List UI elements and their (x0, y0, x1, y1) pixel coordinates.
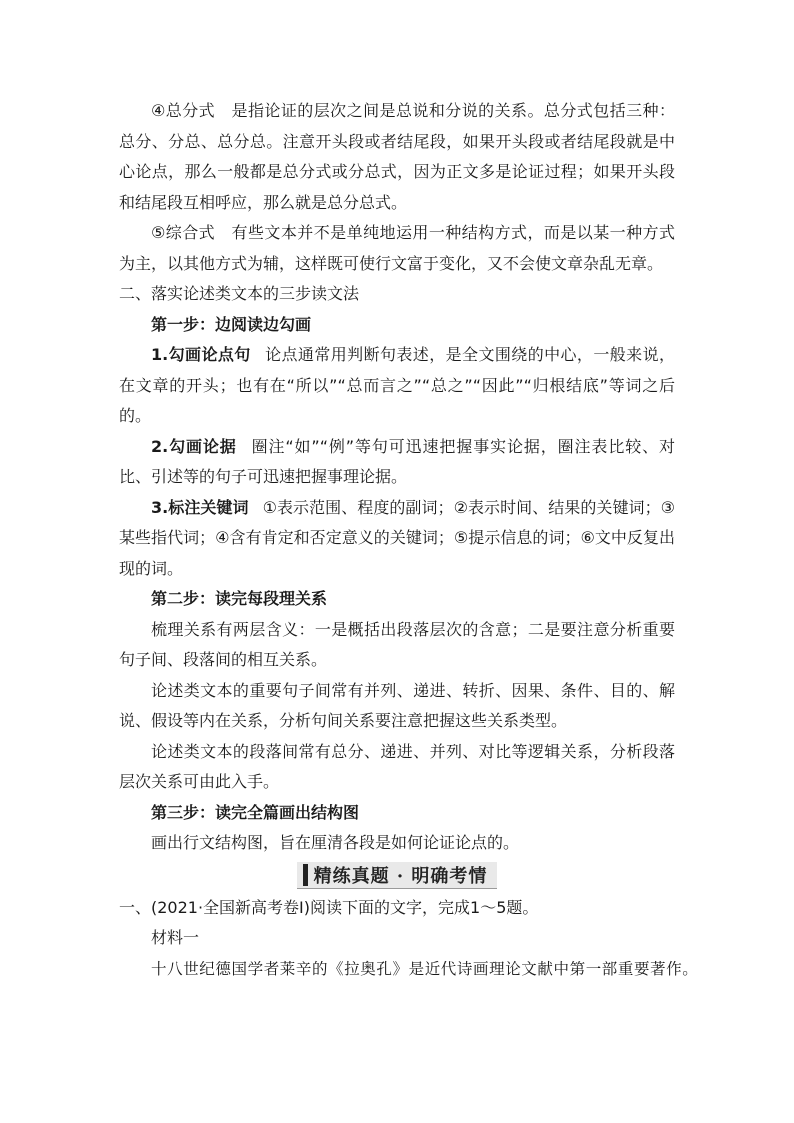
item-three-label: 3.标注关键词 (151, 497, 249, 517)
item-one-label: 1.勾画论点句 (151, 345, 251, 364)
item-one-paragraph (119, 340, 675, 432)
paragraph-zonghe: ⑤综合式 有些文本并不是单纯地运用一种结构方式，而是以某一种方式为主，以其他方式为辅，这样既可使行文富于变化，又不会使文章杂乱无章。 (119, 223, 675, 273)
banner-box (297, 862, 498, 889)
section-heading: 二、落实论述类文本的三步读文法 (119, 284, 360, 303)
item-three-text: ①表示范围、程度的副词；②表示时间、结果的关键词；③某些指代词；④含有肯定和否定意义的关键词；⑤提示信息的词；⑥文中反复出现的词。 (119, 497, 675, 578)
material-first-line: 十八世纪德国学者莱辛的《拉奥孔》是近代诗画理论文献中第一部重要著作。 (151, 959, 699, 978)
question-intro: 一、(2021·全国新高考卷Ⅰ)阅读下面的文字，完成1～5题。 (119, 897, 539, 917)
step-one-heading: 第一步：边阅读边勾画 (151, 314, 312, 334)
step-two-heading: 第二步：读完每段理关系 (151, 589, 328, 608)
item-three-paragraph (119, 493, 675, 585)
paragraph-relations-meaning: 梳理关系有两层含义：一是概括出段落层次的含意；二是要注意分析重要句子间、段落间的相互关系。 (119, 619, 675, 669)
item-two-text: 圈注“如”“例”等句可迅速把握事实论据，圈注表比较、对比、引述等的句子可迅速把握事理论据。 (119, 436, 675, 486)
paragraph-paragraph-relations: 论述类文本的段落间常有总分、递进、并列、对比等逻辑关系，分析段落层次关系可由此入手。 (119, 741, 675, 791)
banner-bar-icon (303, 864, 308, 886)
paragraph-zongfen: ④总分式 是指论证的层次之间是总说和分说的关系。总分式包括三种：总分、分总、总分总。注意开头段或者结尾段，如果开头段或者结尾段就是中心论点，那么一般都是总分式或分总式，因为正文多是论证过程；如果开头段和结尾段互相呼应，那么就是总分总式。 (119, 101, 675, 212)
page-content (119, 96, 699, 984)
item-two-paragraph (119, 432, 675, 493)
item-two-label: 2.勾画论据 (151, 436, 237, 456)
material-label: 材料一 (151, 928, 200, 947)
paragraph-structure-diagram: 画出行文结构图，旨在厘清各段是如何论证论点的。 (151, 833, 520, 852)
paragraph-sentence-relations: 论述类文本的重要句子间常有并列、递进、转折、因果、条件、目的、解说、假设等内在关系，分析句间关系要注意把握这些关系类型。 (119, 680, 675, 730)
item-one-text: 论点通常用判断句表述，是全文围绕的中心，一般来说，在文章的开头；也有在“所以”“总而言之”“总之”“因此”“归根结底”等词之后的。 (119, 345, 675, 425)
banner-title: 精练真题 · 明确考情 (313, 866, 488, 887)
section-banner (119, 859, 675, 893)
step-three-heading: 第三步：读完全篇画出结构图 (151, 802, 360, 822)
